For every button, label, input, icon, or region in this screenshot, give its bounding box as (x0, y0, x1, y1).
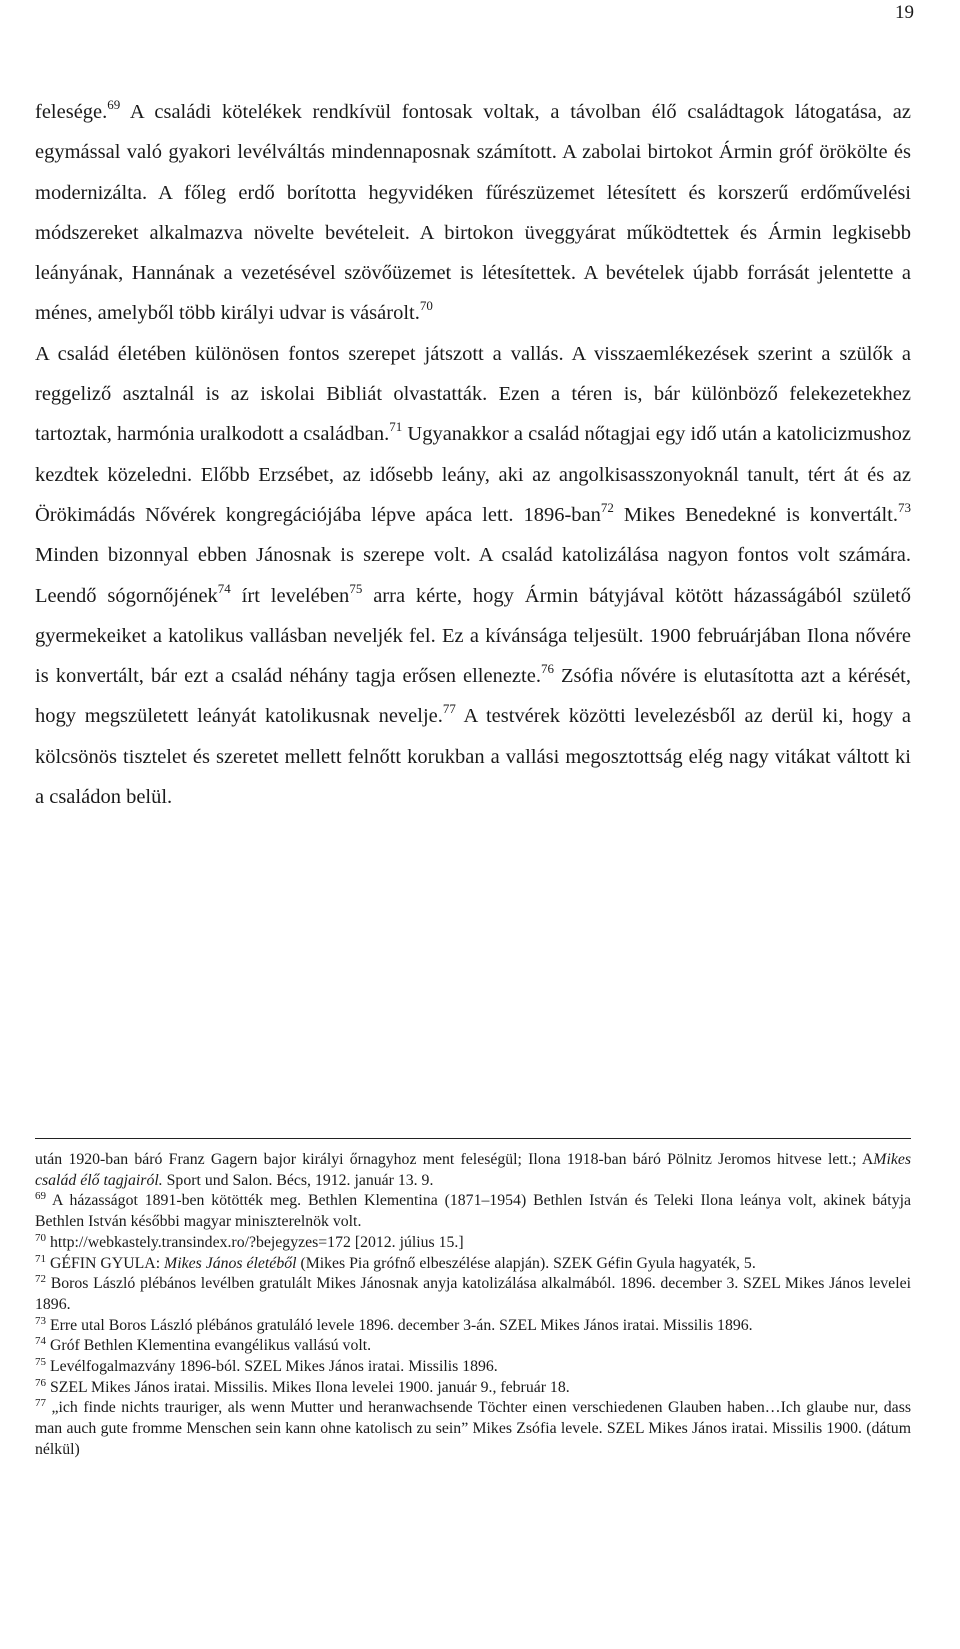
footnotes (35, 1150, 911, 1461)
text-run: írt levelében (230, 584, 350, 607)
footnote-continuation (35, 1150, 911, 1191)
footnote-text: „ich finde nichts trauriger, als wenn Mutter und heranwachsende Töchter einen verschiedenen Glauben haben…Ich glaube nur, dass man auch gute fromme Menschen sein kann ohne katolisch zu sein” Mikes Zsófia levele. SZEL Mikes János iratai. Missilis 1900. (dátum nélkül) (35, 1399, 911, 1458)
footnote-text: A házasságot 1891-ben kötötték meg. Bethlen Klementina (1871–1954) Bethlen István és Teleki Ilona leánya volt, akinek bátyja Bethlen István későbbi magyar miniszterelnök volt. (35, 1192, 911, 1231)
footnote-number: 75 (35, 1356, 46, 1369)
footnote-ref-69[interactable]: 69 (107, 97, 121, 112)
footnote-74 (35, 1336, 911, 1357)
footnote-70 (35, 1233, 911, 1254)
text-run: felesége. (35, 101, 108, 123)
footnote-75 (35, 1357, 911, 1378)
footnote-text: GÉFIN GYULA: (46, 1254, 165, 1272)
footnote-text: után 1920-ban báró Franz Gagern bajor királyi őrnagyhoz ment feleségül; Ilona 1918-ban báró Pölnitz Jeromos hitvese lett.; A (35, 1151, 874, 1168)
text-run: Ugyanakkor a család nőtagjai egy idő után a katolicizmushoz kezdtek közeledni. Előbb Erzsébet, az idősebb leány, aki az angolkisasszonyoknál tanult, tért át és az Örökimádás Nővérek kongregációjába lépve apáca lett. 1896-ban (35, 423, 911, 526)
footnote-link[interactable]: http://webkastely.transindex.ro/?bejegyzes=172 [2012. július 15.] (46, 1233, 464, 1251)
footnote-text: Levélfogalmazvány 1896-ból. SZEL Mikes János iratai. Missilis 1896. (46, 1358, 498, 1376)
footnote-text: Erre utal Boros László plébános gratuláló levele 1896. december 3-án. SZEL Mikes János iratai. Missilis 1896. (46, 1316, 753, 1334)
footnote-number: 74 (35, 1335, 46, 1348)
footnote-text: (Mikes Pia grófnő elbeszélése alapján). SZEK Géfin Gyula hagyaték, 5. (296, 1254, 756, 1272)
footnote-number: 76 (35, 1376, 46, 1389)
footnote-number: 72 (35, 1273, 46, 1286)
body-paragraph (35, 92, 911, 817)
text-run: Minden bizonnyal ebben Jánosnak is szerepe volt. A család katolizálása nagyon fontos volt számára. Leendő sógornőjének (35, 544, 911, 607)
footnote-number: 71 (35, 1252, 46, 1265)
footnote-77 (35, 1398, 911, 1460)
footnote-number: 73 (35, 1314, 46, 1327)
page-number: 19 (895, 2, 914, 23)
text-run: A testvérek közötti levelezésből az derül ki, hogy a kölcsönös tisztelet és szeretet mellett felnőtt korukban a vallási megosztottság elég nagy vitákat váltott ki a családon belül. (35, 705, 911, 809)
footnote-ref-70[interactable]: 70 (419, 298, 433, 314)
footnote-text: SZEL Mikes János iratai. Missilis. Mikes Ilona levelei 1900. január 9., február 18. (46, 1378, 570, 1396)
footnote-ref-75[interactable]: 75 (349, 580, 363, 596)
footnote-number: 69 (35, 1190, 46, 1203)
footnote-text: Gróf Bethlen Klementina evangélikus vallású volt. (46, 1337, 372, 1355)
text-run: Mikes Benedekné is konvertált. (613, 503, 899, 526)
text-run: A család életében különösen fontos szerepet játszott a vallás. A visszaemlékezések szerint a szülők a reggeliző asztalnál is az iskolai Bibliát olvastatták. Ezen a téren is, bár különböző felekezetekhez tartoztak, harmónia uralkodott a családban. (35, 342, 911, 446)
footnote-number: 77 (35, 1397, 46, 1410)
footnote-ref-73[interactable]: 73 (898, 499, 912, 515)
footnote-title: Mikes János életéből (164, 1254, 297, 1272)
footnote-72 (35, 1274, 911, 1315)
footnote-ref-74[interactable]: 74 (217, 580, 231, 596)
footnote-ref-76[interactable]: 76 (540, 661, 554, 677)
footnote-text: Boros László plébános levélben gratulált Mikes Jánosnak anyja katolizálása alkalmából. 1896. december 3. SZEL Mikes János levelei 1896. (35, 1275, 911, 1313)
footnote-ref-77[interactable]: 77 (442, 701, 456, 717)
text-run: Zsófia nővére is elutasította azt a kérését, hogy megszületett leányát katolikusnak nevelje. (35, 665, 911, 728)
footnote-71 (35, 1254, 911, 1275)
footnote-text: Sport und Salon. Bécs, 1912. január 13. 9. (162, 1171, 434, 1189)
footnote-ref-71[interactable]: 71 (389, 419, 403, 435)
footnote-divider (35, 1138, 911, 1139)
footnote-title: Mikes család élő tagjairól. (35, 1151, 911, 1189)
footnote-ref-72[interactable]: 72 (600, 499, 614, 515)
footnote-76 (35, 1378, 911, 1399)
footnote-73 (35, 1316, 911, 1337)
footnote-69 (35, 1191, 911, 1232)
text-run: arra kérte, hogy Ármin bátyjával kötött házasságából születő gyermekeiket a katolikus vallásban neveljék fel. Ez a kívánsága teljesült. 1900 februárjában Ilona nővére is konvertált, bár ezt a család néhány tagja erősen ellenezte. (35, 584, 911, 688)
footnote-number: 70 (35, 1231, 46, 1244)
text-run: A családi kötelékek rendkívül fontosak voltak, a távolban élő családtagok látogatása, az egymással való gyakori levélváltás mindennaposnak számított. A zabolai birtokot Ármin gróf örökölte és modernizálta. A főleg erdő borította hegyvidéken fűrészüzemet létesített és korszerű erdőművelési módszereket alkalmazva növelte bevételeit. A birtokon üveggyárat működtettek és Ármin legkisebb leányának, Hannának a vezetésével szövőüzemet is létesítettek. A bevételek újabb forrását jelentette a ménes, amelyből több királyi udvar is vásárolt. (35, 101, 911, 325)
